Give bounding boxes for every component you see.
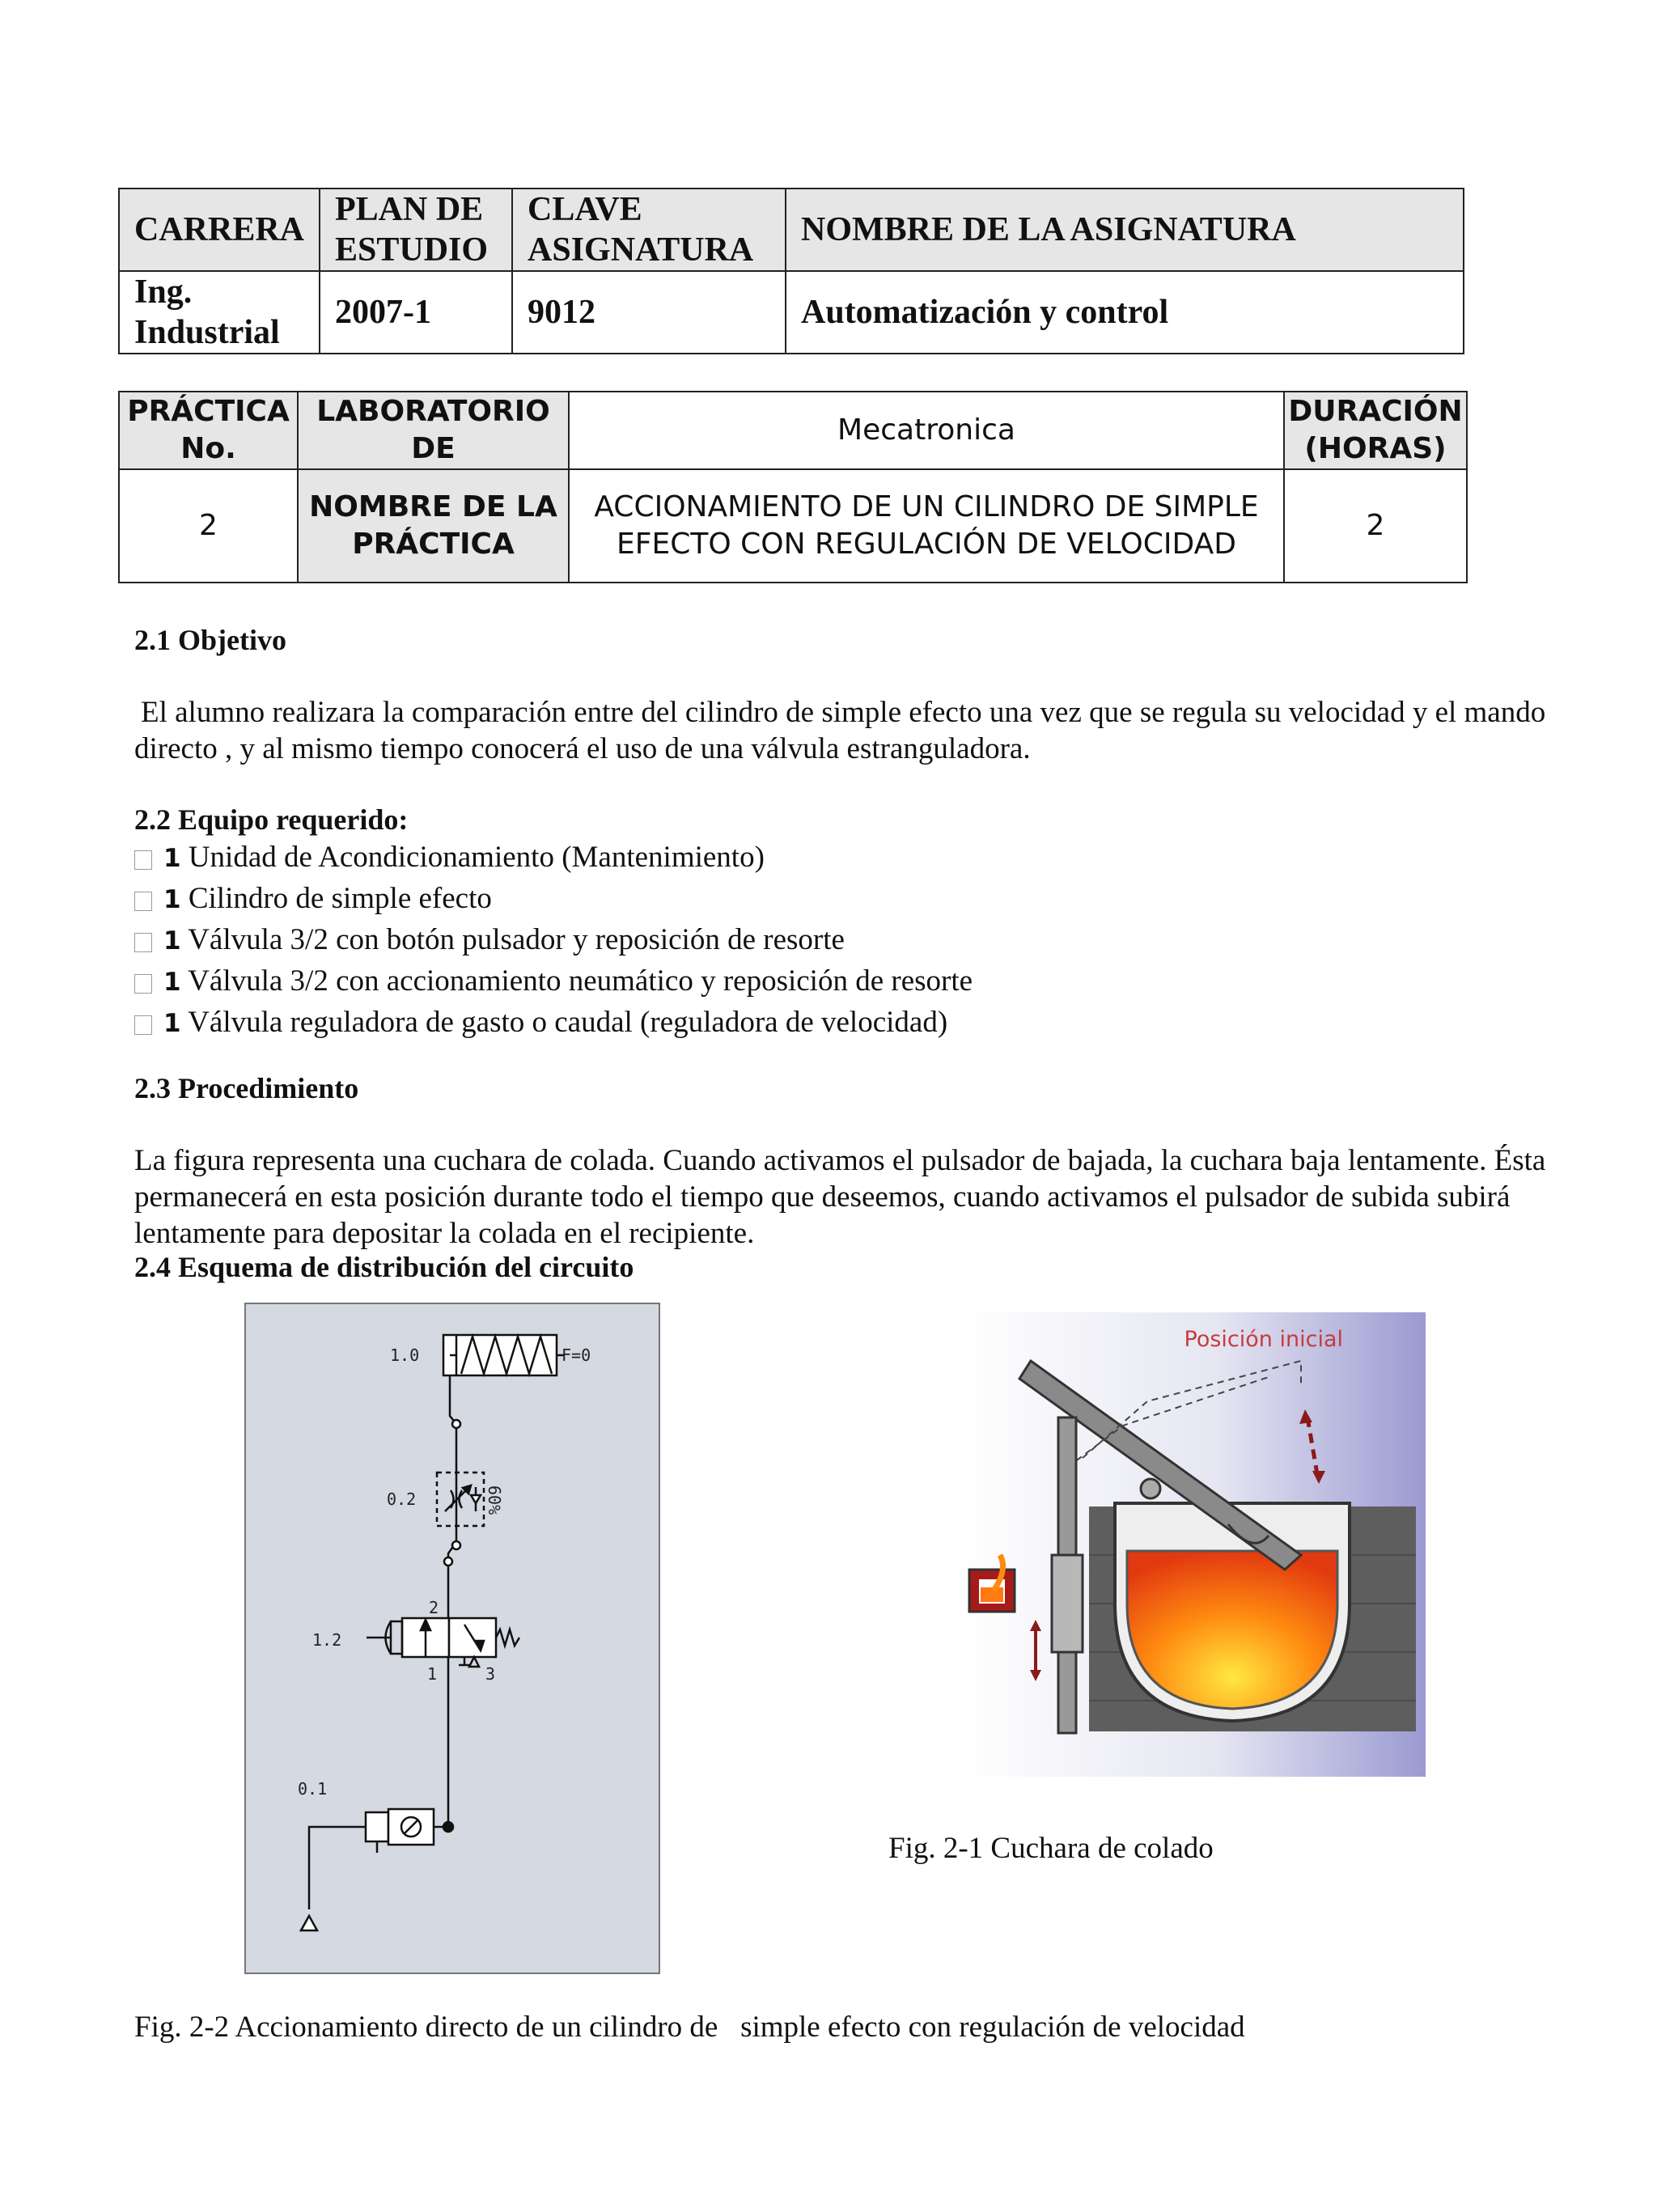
list-item: 1 Cilindro de simple efecto xyxy=(134,879,973,920)
label-service: 0.1 xyxy=(298,1779,328,1799)
value-practica-no: 2 xyxy=(119,469,298,583)
procedimiento-text: La figura representa una cuchara de colada. Cuando activamos el pulsador de bajada, la cuchara baja lentamente. Ésta permanecerá en esta posición durante todo el tiempo que deseemos, cuando activamos el pulsador de subida subirá lentamente para depositar la colada en el recipiente. xyxy=(134,1144,1546,1250)
value-nombre-practica: ACCIONAMIENTO DE UN CILINDRO DE SIMPLE EFECTO CON REGULACIÓN DE VELOCIDAD xyxy=(569,469,1284,583)
label-cylinder: 1.0 xyxy=(390,1345,420,1365)
label-force: F=0 xyxy=(562,1345,591,1365)
value-nombre-asignatura: Automatización y control xyxy=(786,271,1464,354)
value-plan-estudio: 2007-1 xyxy=(320,271,512,354)
ladle-svg xyxy=(961,1312,1426,1777)
bullet-box-icon xyxy=(134,974,152,994)
bullet-box-icon xyxy=(134,933,152,952)
value-laboratorio: Mecatronica xyxy=(569,392,1284,469)
value-clave-asignatura: 9012 xyxy=(512,271,786,354)
value-duracion: 2 xyxy=(1284,469,1467,583)
section-esquema-title: 2.4 Esquema de distribución del circuito xyxy=(134,1251,634,1283)
header-nombre-asignatura: NOMBRE DE LA ASIGNATURA xyxy=(786,189,1464,271)
section-equipo-title: 2.2 Equipo requerido: xyxy=(134,803,409,836)
header-plan-estudio: PLAN DE ESTUDIO xyxy=(320,189,512,271)
value-carrera: Ing. Industrial xyxy=(119,271,320,354)
circuit-svg xyxy=(244,1303,660,1974)
label-port1: 1 xyxy=(427,1664,438,1684)
label-port2: 2 xyxy=(429,1598,439,1617)
section-procedimiento-title: 2.3 Procedimiento xyxy=(134,1072,359,1104)
label-practica-no: PRÁCTICA No. xyxy=(119,392,298,469)
list-item: 1 Válvula 3/2 con accionamiento neumático y reposición de resorte xyxy=(134,961,973,1002)
ladle-illustration xyxy=(961,1312,1426,1777)
label-nombre-practica: NOMBRE DE LA PRÁCTICA xyxy=(298,469,569,583)
equipment-list xyxy=(134,837,973,1044)
objetivo-text: El alumno realizara la comparación entre del cilindro de simple efecto una vez que se regula su velocidad y el mando directo , y al mismo tiempo conocerá el uso de una válvula estranguladora. xyxy=(134,696,1546,765)
circuit-diagram xyxy=(244,1303,660,1974)
ladle-position-label: Posición inicial xyxy=(1184,1327,1343,1352)
label-port3: 3 xyxy=(485,1664,496,1684)
label-throttle: 0.2 xyxy=(387,1489,417,1509)
figure-caption-ladle: Fig. 2-1 Cuchara de colado xyxy=(888,1832,1214,1865)
bullet-box-icon xyxy=(134,1015,152,1035)
list-item: 1 Válvula reguladora de gasto o caudal (reguladora de velocidad) xyxy=(134,1002,973,1044)
label-percent: 60% xyxy=(485,1485,504,1515)
section-objetivo-title: 2.1 Objetivo xyxy=(134,624,286,656)
list-item: 1 Unidad de Acondicionamiento (Mantenimiento) xyxy=(134,837,973,879)
bullet-box-icon xyxy=(134,892,152,911)
course-info-table xyxy=(118,188,1464,354)
header-clave-asignatura: CLAVE ASIGNATURA xyxy=(512,189,786,271)
label-duracion: DURACIÓN (HORAS) xyxy=(1284,392,1467,469)
figure-caption-circuit: Fig. 2-2 Accionamiento directo de un cilindro de simple efecto con regulación de velocidad xyxy=(134,2011,1245,2044)
bullet-box-icon xyxy=(134,850,152,870)
list-item: 1 Válvula 3/2 con botón pulsador y reposición de resorte xyxy=(134,920,973,961)
practice-info-table xyxy=(118,391,1468,583)
label-laboratorio: LABORATORIO DE xyxy=(298,392,569,469)
header-carrera: CARRERA xyxy=(119,189,320,271)
label-valve: 1.2 xyxy=(312,1630,342,1650)
